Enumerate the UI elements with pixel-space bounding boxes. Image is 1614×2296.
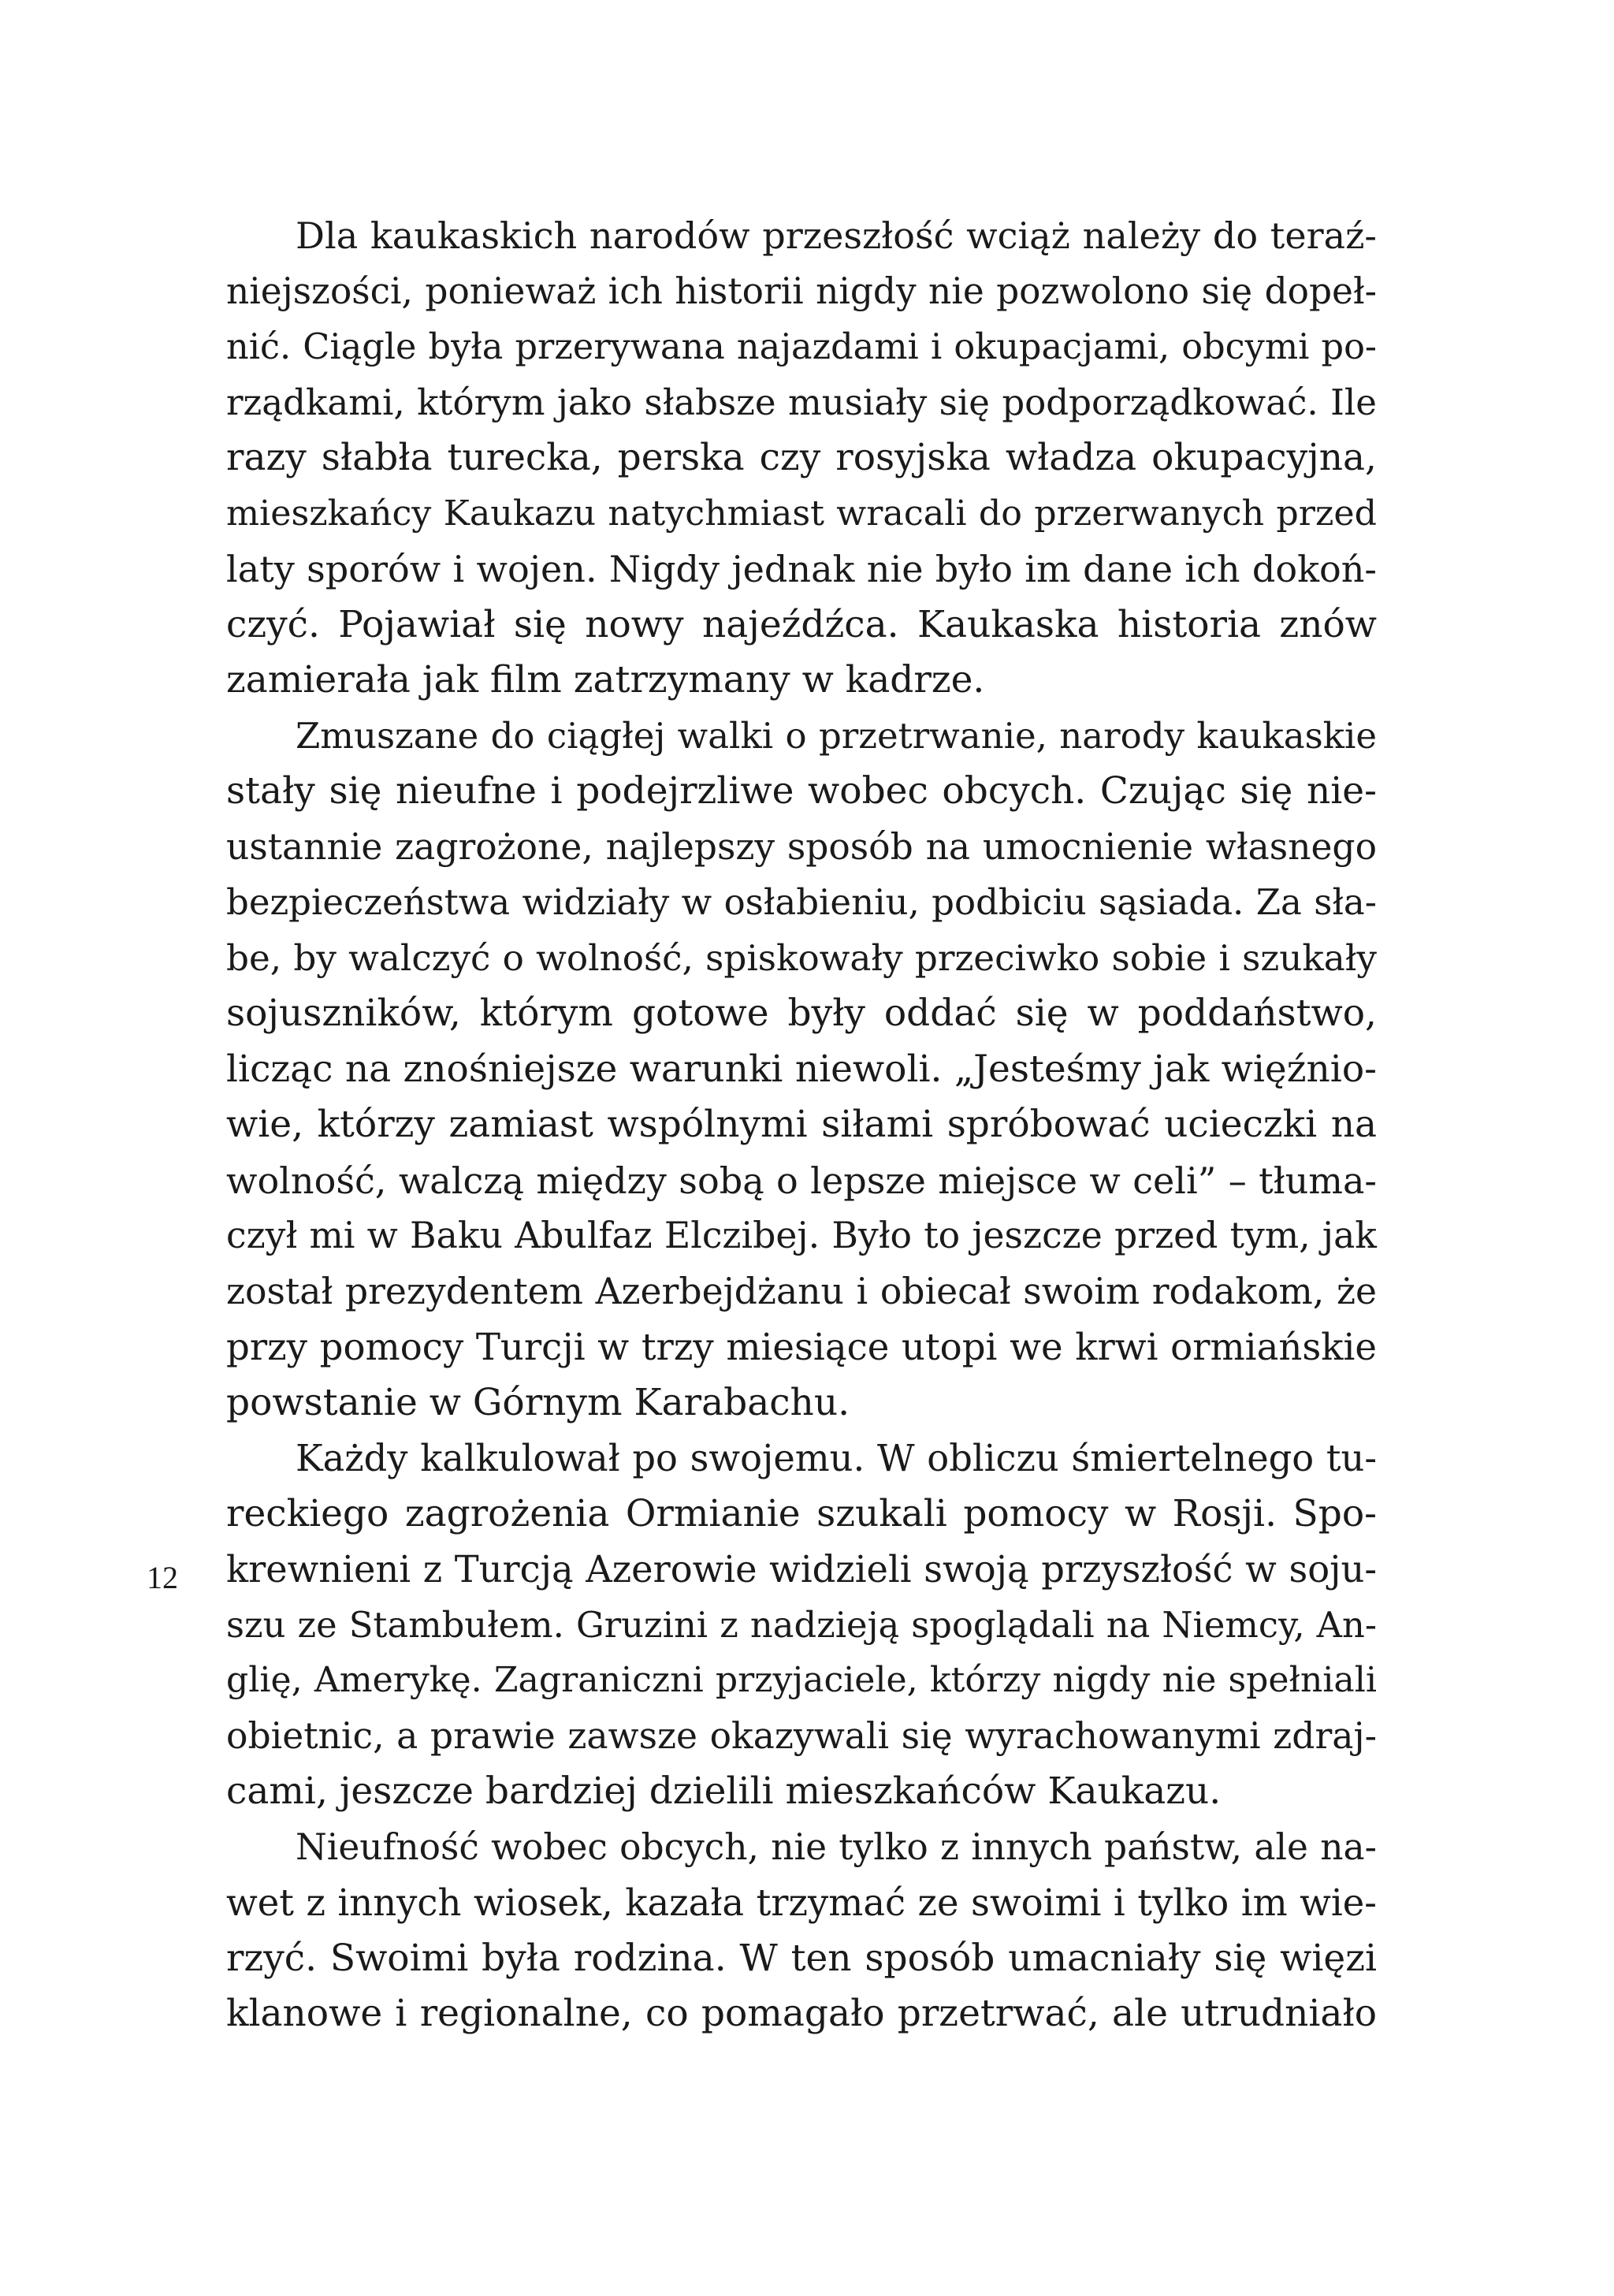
body-text: [226, 208, 1377, 2042]
text-line: krewnieni z Turcją Azerowie widzieli swoją przyszłość w soju-: [226, 1548, 1377, 1591]
text-line: be, by walczyć o wolność, spiskowały przeciwko sobie i szukały: [226, 936, 1377, 979]
text-line: powstanie w Górnym Karabachu.: [226, 1380, 850, 1424]
text-line: Każdy kalkulował po swojemu. W obliczu śmiertelnego tu-: [296, 1437, 1377, 1479]
text-line: laty sporów i wojen. Nigdy jednak nie było im dane ich dokoń-: [226, 548, 1377, 590]
text-line: rządkami, którym jako słabsze musiały się podporządkować. Ile: [226, 381, 1377, 423]
text-line: cami, jeszcze bardziej dzielili mieszkańców Kaukazu.: [226, 1769, 1222, 1813]
text-line: razy słabła turecka, perska czy rosyjska władza okupacyjna,: [226, 436, 1377, 479]
text-line: klanowe i regionalne, co pomagało przetrwać, ale utrudniało: [226, 1992, 1377, 2035]
text-line: szu ze Stambułem. Gruzini z nadzieją spoglądali na Niemcy, An-: [226, 1603, 1377, 1646]
text-line: został prezydentem Azerbejdżanu i obiecał swoim rodakom, że: [226, 1270, 1377, 1312]
text-line: ustannie zagrożone, najlepszy sposób na umocnienie własnego: [226, 825, 1377, 868]
text-line: Zmuszane do ciągłej walki o przetrwanie, narody kaukaskie: [296, 714, 1377, 757]
text-line: wolność, walczą między sobą o lepsze miejsce w celi” – tłuma-: [226, 1159, 1377, 1202]
text-line: bezpieczeństwa widziały w osłabieniu, podbiciu sąsiada. Za sła-: [226, 881, 1377, 923]
text-line: przy pomocy Turcji w trzy miesiące utopi we krwi ormiańskie: [226, 1326, 1377, 1368]
text-line: nić. Ciągle była przerywana najazdami i okupacjami, obcymi po-: [226, 326, 1377, 367]
text-line: rzyć. Swoimi była rodzina. W ten sposób umacniały się więzi: [226, 1936, 1377, 1980]
text-line: stały się nieufne i podejrzliwe wobec obcych. Czując się nie-: [226, 769, 1377, 813]
text-line: reckiego zagrożenia Ormianie szukali pomocy w Rosji. Spo-: [226, 1491, 1377, 1535]
text-line: czyć. Pojawiał się nowy najeźdźca. Kaukaska historia znów: [226, 602, 1377, 646]
text-line: niejszości, ponieważ ich historii nigdy nie pozwolono się dopeł-: [226, 270, 1377, 312]
text-line: wie, którzy zamiast wspólnymi siłami spróbować ucieczki na: [226, 1103, 1377, 1146]
text-line: licząc na znośniejsze warunki niewoli. „Jesteśmy jak więźnio-: [226, 1047, 1377, 1091]
page-number: 12: [147, 1560, 178, 1595]
text-line: wet z innych wiosek, kazała trzymać ze swoimi i tylko im wie-: [226, 1881, 1377, 1924]
text-line: zamierała jak film zatrzymany w kadrze.: [226, 658, 985, 701]
text-line: Dla kaukaskich narodów przeszłość wciąż należy do teraź-: [296, 214, 1377, 257]
text-line: sojuszników, którym gotowe były oddać się w poddaństwo,: [226, 992, 1377, 1035]
text-line: glię, Amerykę. Zagraniczni przyjaciele, którzy nigdy nie spełniali: [226, 1660, 1377, 1700]
text-line: obietnic, a prawie zawsze okazywali się wyrachowanymi zdraj-: [226, 1714, 1377, 1757]
text-line: Nieufność wobec obcych, nie tylko z innych państw, ale na-: [296, 1825, 1377, 1868]
text-line: czył mi w Baku Abulfaz Elczibej. Było to jeszcze przed tym, jak: [226, 1215, 1377, 1256]
text-line: mieszkańcy Kaukazu natychmiast wracali do przerwanych przed: [226, 493, 1377, 534]
